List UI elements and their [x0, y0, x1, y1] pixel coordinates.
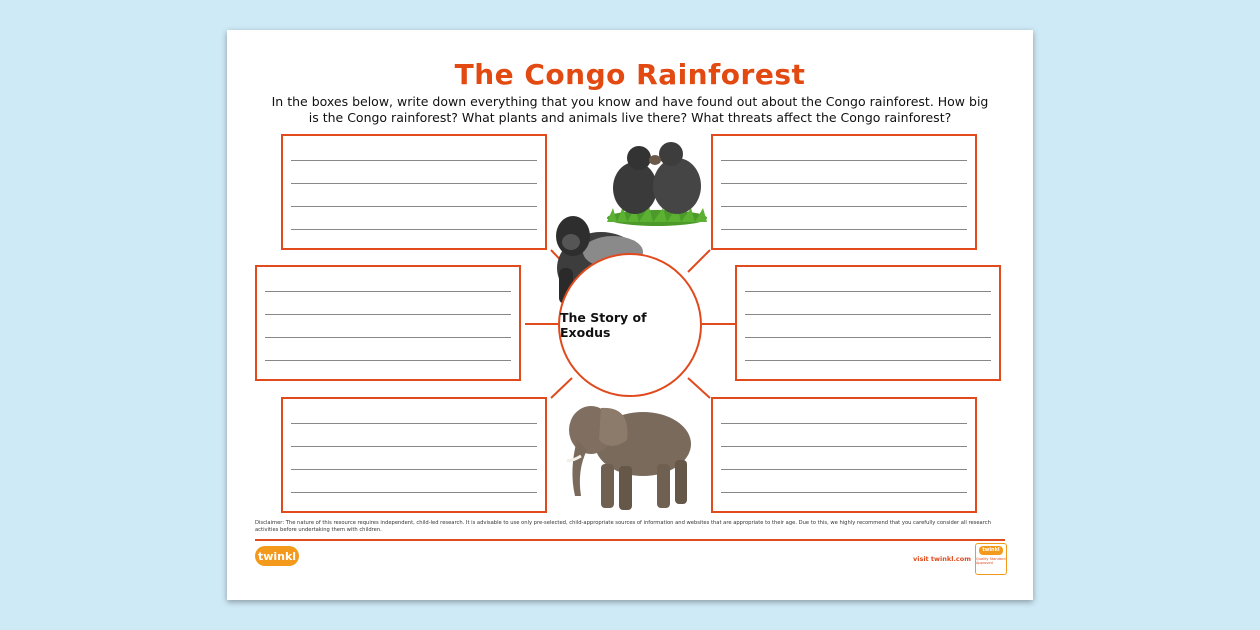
writing-line: [291, 229, 537, 230]
writing-box-top-left[interactable]: [281, 134, 547, 250]
quality-badge-icon: [975, 543, 1007, 575]
writing-box-top-right[interactable]: [711, 134, 977, 250]
writing-line: [291, 183, 537, 184]
writing-line: [265, 314, 511, 315]
writing-line: [721, 469, 967, 470]
writing-box-middle-left[interactable]: [255, 265, 521, 381]
worksheet-page: [227, 30, 1033, 600]
writing-line: [721, 492, 967, 493]
visit-link[interactable]: visit twinkl.com: [913, 555, 972, 563]
writing-box-bottom-left[interactable]: [281, 397, 547, 513]
writing-line: [291, 423, 537, 424]
writing-box-bottom-right[interactable]: [711, 397, 977, 513]
writing-line: [291, 206, 537, 207]
writing-line: [291, 446, 537, 447]
writing-line: [745, 337, 991, 338]
writing-line: [745, 291, 991, 292]
writing-line: [265, 337, 511, 338]
worksheet-title: The Congo Rainforest: [454, 58, 806, 91]
writing-line: [291, 160, 537, 161]
writing-box-middle-right[interactable]: [735, 265, 1001, 381]
central-topic-circle: [558, 253, 702, 397]
disclaimer-text: Disclaimer: The nature of this resource requires independent, child-led research. It is advisable to use only pre-selected, child-appropriate sources of information and websites that are appropriate to their age. Due to this, we highly recommend that you carefully consider all research activities before undertaking them with children.: [255, 520, 991, 533]
writing-line: [721, 183, 967, 184]
writing-line: [721, 160, 967, 161]
writing-line: [291, 492, 537, 493]
worksheet-instructions: In the boxes below, write down everything that you know and have found out about the Congo rainforest. How big is the Congo rainforest? What plants and animals live there? What threats affect the Congo rainforest?: [271, 94, 989, 125]
chimpanzees-icon: [605, 138, 709, 226]
footer-divider: [255, 539, 1005, 541]
elephant-icon: [561, 400, 695, 515]
writing-line: [291, 469, 537, 470]
badge-brand: twinkl: [979, 546, 1003, 555]
writing-line: [721, 229, 967, 230]
writing-line: [745, 314, 991, 315]
writing-line: [265, 360, 511, 361]
writing-line: [721, 206, 967, 207]
badge-caption: Quality Standard Approved: [976, 557, 1006, 565]
writing-line: [745, 360, 991, 361]
writing-line: [265, 291, 511, 292]
writing-line: [721, 446, 967, 447]
central-topic-label: The Story of Exodus: [560, 310, 647, 340]
twinkl-logo[interactable]: twinkl: [255, 546, 299, 566]
writing-line: [721, 423, 967, 424]
